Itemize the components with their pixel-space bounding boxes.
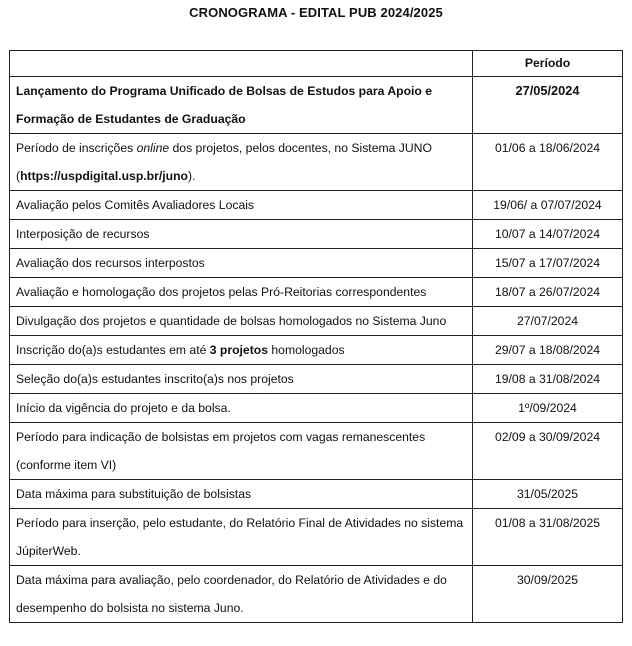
table-row bbox=[10, 278, 623, 307]
activity-cell: Lançamento do Programa Unificado de Bolsas de Estudos para Apoio e Formação de Estudantes de Graduação bbox=[10, 77, 473, 134]
table-row-launch bbox=[10, 77, 623, 134]
activity-text-italic: online bbox=[136, 141, 170, 155]
period-cell: 19/08 a 31/08/2024 bbox=[473, 365, 623, 394]
activity-cell: Avaliação e homologação dos projetos pelas Pró-Reitorias correspondentes bbox=[10, 278, 473, 307]
period-cell: 30/09/2025 bbox=[473, 566, 623, 623]
activity-cell bbox=[10, 336, 473, 365]
period-cell: 15/07 a 17/07/2024 bbox=[473, 249, 623, 278]
activity-text: dos projetos, pelos docentes, no Sistema JUNO ( bbox=[16, 141, 432, 183]
table-header-row bbox=[10, 51, 623, 77]
activity-cell: Avaliação pelos Comitês Avaliadores Locais bbox=[10, 191, 473, 220]
activity-cell: Data máxima para substituição de bolsistas bbox=[10, 480, 473, 509]
activity-cell: Avaliação dos recursos interpostos bbox=[10, 249, 473, 278]
period-cell: 19/06/ a 07/07/2024 bbox=[473, 191, 623, 220]
activity-cell: Início da vigência do projeto e da bolsa. bbox=[10, 394, 473, 423]
activity-text: homologados bbox=[268, 343, 345, 357]
period-cell: 1º/09/2024 bbox=[473, 394, 623, 423]
table-row bbox=[10, 394, 623, 423]
table-row bbox=[10, 480, 623, 509]
table-row bbox=[10, 249, 623, 278]
period-cell: 01/06 a 18/06/2024 bbox=[473, 134, 623, 191]
table-row bbox=[10, 307, 623, 336]
activity-cell: Interposição de recursos bbox=[10, 220, 473, 249]
period-cell: 31/05/2025 bbox=[473, 480, 623, 509]
period-cell: 18/07 a 26/07/2024 bbox=[473, 278, 623, 307]
table-row bbox=[10, 509, 623, 566]
juno-link[interactable]: https://uspdigital.usp.br/juno bbox=[20, 169, 188, 183]
activity-cell bbox=[10, 134, 473, 191]
activity-cell: Período para indicação de bolsistas em projetos com vagas remanescentes (conforme item VI) bbox=[10, 423, 473, 480]
activity-cell: Seleção do(a)s estudantes inscrito(a)s nos projetos bbox=[10, 365, 473, 394]
table-row bbox=[10, 191, 623, 220]
schedule-table bbox=[9, 50, 623, 623]
table-row bbox=[10, 220, 623, 249]
activity-text: Período de inscrições bbox=[16, 141, 137, 155]
activity-text: Inscrição do(a)s estudantes em até bbox=[16, 343, 210, 357]
table-row-estudantes bbox=[10, 336, 623, 365]
period-cell: 02/09 a 30/09/2024 bbox=[473, 423, 623, 480]
table-row bbox=[10, 365, 623, 394]
table-row bbox=[10, 423, 623, 480]
period-cell: 27/07/2024 bbox=[473, 307, 623, 336]
activity-cell: Período para inserção, pelo estudante, do Relatório Final de Atividades no sistema JúpiterWeb. bbox=[10, 509, 473, 566]
period-cell: 10/07 a 14/07/2024 bbox=[473, 220, 623, 249]
table-row-inscricoes bbox=[10, 134, 623, 191]
period-cell: 27/05/2024 bbox=[473, 77, 623, 134]
header-period-cell: Período bbox=[473, 51, 623, 77]
header-activity-cell bbox=[10, 51, 473, 77]
activity-text-bold: 3 projetos bbox=[209, 343, 268, 357]
period-cell: 01/08 a 31/08/2025 bbox=[473, 509, 623, 566]
table-row bbox=[10, 566, 623, 623]
activity-cell: Data máxima para avaliação, pelo coordenador, do Relatório de Atividades e do desempenho do bolsista no sistema Juno. bbox=[10, 566, 473, 623]
activity-text: ). bbox=[187, 169, 196, 183]
period-cell: 29/07 a 18/08/2024 bbox=[473, 336, 623, 365]
document-title: CRONOGRAMA - EDITAL PUB 2024/2025 bbox=[189, 5, 443, 20]
activity-cell: Divulgação dos projetos e quantidade de bolsas homologados no Sistema Juno bbox=[10, 307, 473, 336]
